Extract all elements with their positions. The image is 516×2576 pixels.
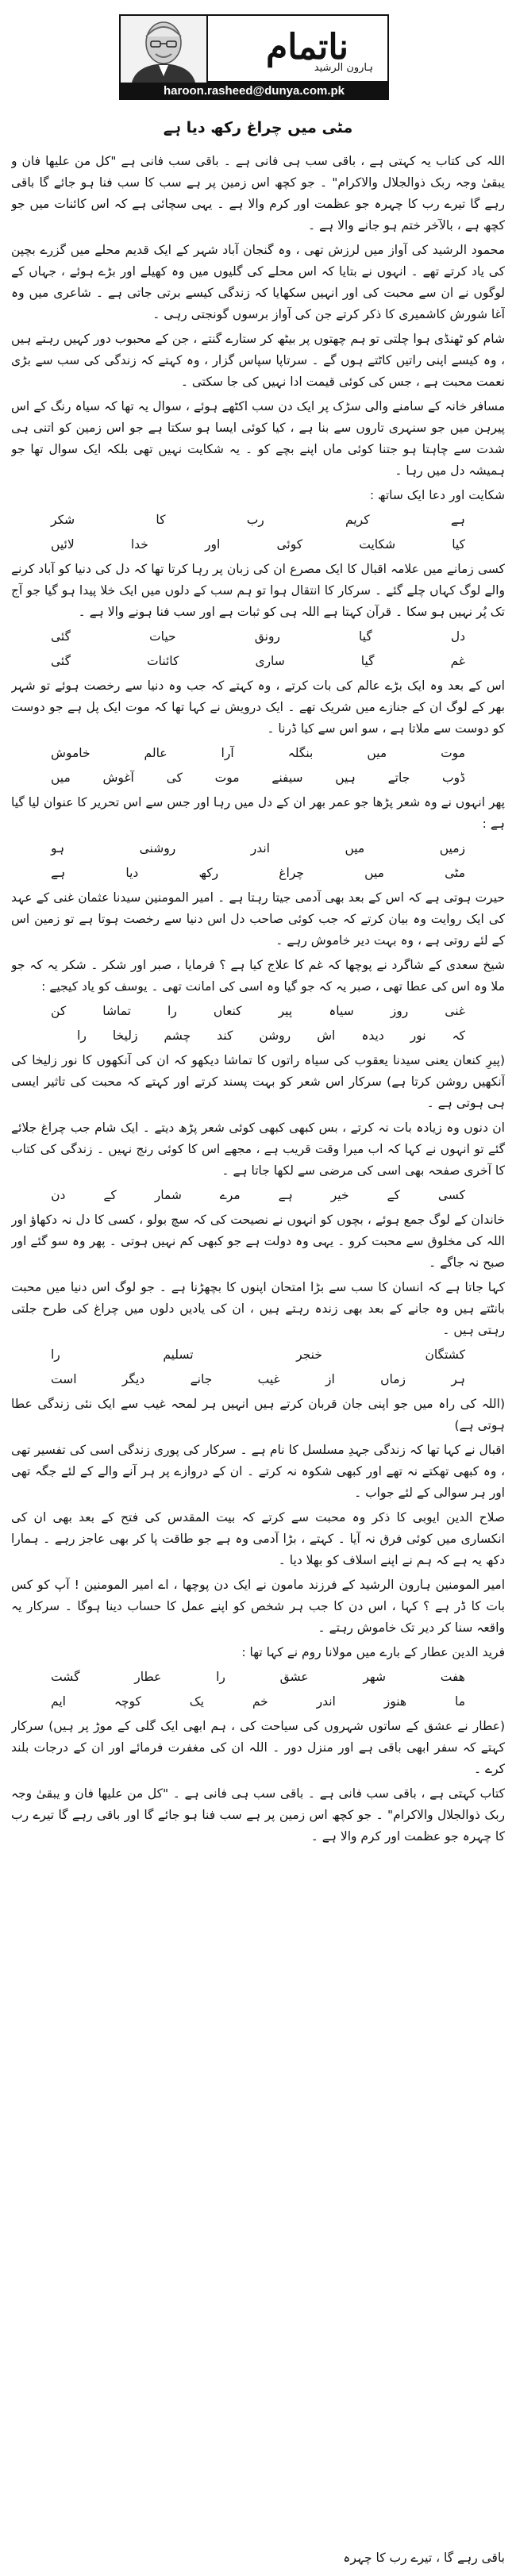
verse-word: گشت <box>51 1670 80 1684</box>
verse-word: مرے <box>219 1188 241 1202</box>
verse-line <box>11 534 505 556</box>
verse-word: یک <box>189 1694 204 1709</box>
verse-word: خدا <box>130 537 148 552</box>
verse-word: هفت <box>440 1670 465 1684</box>
verse-word: عشق <box>279 1670 309 1684</box>
verse-word: ایم <box>51 1694 66 1709</box>
paragraph: شکایت اور دعا ایک ساتھ : <box>369 488 505 502</box>
verse-word: شکر <box>51 513 75 527</box>
paragraph: صلاح الدین ایوبی کا ذکر وہ محبت سے کرتے کہ بیت المقدس کی فتح کے بعد بھی ان کی انکساری میں کوئی فرق نہ آیا ۔ کہتے ، بڑا آدمی وہ ہے جو طاقت پا کر بھی عاجز رہے ۔ ہمارا دکھ یہ ہے کہ ہم نے اپنے اسلاف کو بھلا دیا ۔ <box>11 1510 505 1567</box>
verse-line <box>11 1369 505 1390</box>
verse-word: پیر <box>278 1004 293 1018</box>
verse-line <box>11 651 505 672</box>
author-name: ہارون الرشید <box>314 62 373 74</box>
paragraph: (اللہ کی راہ میں جو اپنی جان قربان کرتے ہیں انہیں ہر لمحہ غیب سے ایک نئی زندگی عطا ہوتی ہے) <box>11 1397 505 1432</box>
verse-word: چشم <box>164 1028 191 1043</box>
verse-word: کا <box>156 513 166 527</box>
paragraph: (عطار نے عشق کے ساتوں شہروں کی سیاحت کی ، ہم ابھی ایک گلی کے موڑ پر ہیں) سرکار کہتے کہ سفر ابھی باقی ہے اور منزل دور ۔ اللہ ان کی مغفرت فرمائے اور ان کے درجات بلند کرے ۔ <box>11 1719 505 1776</box>
masthead-box <box>119 14 389 83</box>
column-masthead <box>119 14 389 102</box>
verse-word: کشتگان <box>425 1348 465 1362</box>
verse-line <box>11 863 505 884</box>
paragraph: مسافر خانہ کے سامنے والی سڑک پر ایک دن سب اکٹھے ہوئے ، سوال یہ تھا کہ سیاہ رنگ کے اس پیرہن میں جو سنہری تاروں سے بنا ہے ، کیا کوئی ایسا ہو سکتا ہے جو اس زمین کو اتنی ہی شدت سے چاہتا ہو جتنا کوئی ماں اپنے بچے کو ۔ یہ شکایت نہیں تھی بلکہ ایک سوال تھا جو ہمیشہ دل میں رہا ۔ <box>11 399 505 478</box>
verse-word: هنوز <box>383 1694 407 1709</box>
verse-word: را <box>168 1004 177 1018</box>
verse-word: کائنات <box>147 654 179 668</box>
verse-line <box>11 1001 505 1022</box>
verse-word: روشنی <box>139 841 176 855</box>
verse-word: سیاہ <box>329 1004 354 1018</box>
verse-word: کن <box>51 1004 67 1018</box>
paragraph: فرید الدین عطار کے بارے میں مولانا روم نے کہا تھا : <box>241 1645 505 1659</box>
closing-line: باقی رہے گا ، تیرے رب کا چہرہ <box>343 2551 505 2565</box>
paragraph: شیخ سعدی کے شاگرد نے پوچھا کہ غم کا علاج کیا ہے ؟ فرمایا ، صبر اور شکر ۔ شکر یہ کہ جو ملا وہ اس کی عطا تھی ، صبر یہ کہ جو گیا وہ اسی کی امانت تھی ۔ یوسف کو یاد کیجیے : <box>11 958 505 994</box>
verse-line <box>11 1185 505 1206</box>
verse-word: ہے <box>51 866 66 880</box>
verse-word: زلیخا <box>112 1028 138 1043</box>
verse-word: غیب <box>257 1372 280 1386</box>
verse-word: کوئی <box>276 537 303 552</box>
verse-word: تماشا <box>102 1004 131 1018</box>
verse-word: اندر <box>316 1694 336 1709</box>
verse-word: ہے <box>278 1188 293 1202</box>
verse-line <box>11 509 505 531</box>
verse-word: کی <box>166 771 183 785</box>
verse-word: روشن <box>259 1028 291 1043</box>
verse-word: میں <box>364 866 384 880</box>
verse-word: موت <box>441 746 465 760</box>
verse-word: دیگر <box>121 1372 145 1386</box>
verse-word: نور <box>410 1028 426 1043</box>
verse-word: دن <box>51 1188 66 1202</box>
verse-word: آرا <box>221 746 234 760</box>
verse-word: بنگلہ <box>287 746 314 760</box>
verse-word: را <box>77 1028 87 1043</box>
verse-word: رکھ <box>198 866 219 880</box>
verse-word: لائیں <box>51 537 75 552</box>
verse-line <box>11 1667 505 1688</box>
verse-word: اش <box>317 1028 336 1043</box>
verse-word: خیر <box>330 1188 349 1202</box>
verse-word: خاموش <box>51 746 90 760</box>
verse-word: مٹی <box>445 866 465 880</box>
author-email[interactable]: haroon.rasheed@dunya.com.pk <box>119 83 389 100</box>
verse-word: ما <box>454 1694 465 1709</box>
verse-word: کہ <box>452 1028 465 1043</box>
verse-word: اور <box>205 537 221 552</box>
verse-word: سیفنے <box>271 771 303 785</box>
verse-word: را <box>51 1348 60 1362</box>
verse-word: میں <box>367 746 387 760</box>
paragraph: کتاب کہتی ہے ، باقی سب فانی ہے ۔ باقی سب ہی فانی ہے ۔ "کل من علیھا فان و یبقیٰ وجہ ربک ذوالجلال والاکرام" ۔ جو کچھ اس زمین پر ہے سب فنا ہو جائے گا اور باقی رہے گا تیرے رب کا چہرہ جو عظمت اور کرم والا ہے ۔ <box>11 1786 505 1844</box>
verse-line <box>11 743 505 764</box>
verse-word: شمار <box>154 1188 182 1202</box>
verse-word: کنعاں <box>213 1004 242 1018</box>
verse-word: غنی <box>445 1004 465 1018</box>
verse-word: اندر <box>250 841 270 855</box>
verse-word: میں <box>51 771 71 785</box>
verse-word: دیا <box>125 866 139 880</box>
verse-word: کے <box>103 1188 117 1202</box>
verse-word: میں <box>345 841 365 855</box>
paragraph: پھر انہوں نے وہ شعر پڑھا جو عمر بھر ان کے دل میں رہا اور جس سے اس تحریر کا عنوان لیا گیا ہے : <box>11 795 505 831</box>
author-portrait-icon <box>121 16 206 83</box>
verse-word: رونق <box>254 629 280 644</box>
verse-word: روز <box>390 1004 409 1018</box>
verse-word: غم <box>450 654 465 668</box>
article-body <box>11 151 505 2547</box>
verse-word: دل <box>450 629 465 644</box>
paragraph: (پیرِ کنعان یعنی سیدنا یعقوب کی سیاہ راتوں کا تماشا دیکھو کہ ان کی آنکھوں کا نور زلیخا کی آنکھیں روشن کرتا ہے) سرکار اس شعر کو بہت پسند کرتے اور کہتے کہ محبت کی تاثیر ایسی ہی ہوتی ہے ۔ <box>11 1053 505 1110</box>
verse-word: شهر <box>363 1670 387 1684</box>
verse-word: تسلیم <box>163 1348 194 1362</box>
verse-word: رب <box>246 513 264 527</box>
paragraph: اقبال نے کہا تھا کہ زندگی جہدِ مسلسل کا نام ہے ۔ سرکار کی پوری زندگی اسی کی تفسیر تھی ، وہ کبھی تھکتے نہ تھے اور کبھی شکوہ نہ کرتے ۔ ان کے دروازے پر ہر آنے والے کے لئے جگہ تھی اور ہر سوالی کے لئے جواب ۔ <box>11 1443 505 1500</box>
verse-word: چراغ <box>279 866 304 880</box>
verse-word: ساری <box>255 654 285 668</box>
verse-word: کے <box>387 1188 400 1202</box>
verse-line <box>11 626 505 648</box>
verse-word: گئی <box>51 654 71 668</box>
verse-word: را <box>216 1670 225 1684</box>
verse-word: ہو <box>51 841 65 855</box>
verse-word: ہر <box>451 1372 465 1386</box>
verse-word: گیا <box>358 629 372 644</box>
verse-word: موت <box>214 771 240 785</box>
verse-word: از <box>325 1372 335 1386</box>
verse-word: کوچہ <box>114 1694 141 1709</box>
verse-line <box>11 1691 505 1713</box>
author-photo <box>121 16 208 84</box>
paragraph: اس کے بعد وہ ایک بڑے عالم کی بات کرتے ، وہ کہتے کہ جب وہ دنیا سے رخصت ہوئے تو شہر بھر کے لوگ ان کے جنازے میں شریک تھے ۔ ایک درویش نے کہا تھا کہ موت ایک پل ہے جو دوست کو دوست سے ملاتا ہے ، سو اس سے کیا ڈرنا ۔ <box>11 679 505 736</box>
verse-word: است <box>51 1372 77 1386</box>
paragraph: حیرت ہوتی ہے کہ اس کے بعد بھی آدمی جیتا رہتا ہے ۔ امیر المومنین سیدنا عثمان غنی کے عہد کی ایک روایت وہ بیان کرتے کہ جب کوئی صاحب دل اس دنیا سے رخصت ہوتا ہے تو زمین اس کے لئے روتی ہے ، وہ بہت دیر خاموش رہے ۔ <box>11 890 505 948</box>
verse-word: دیدہ <box>361 1028 384 1043</box>
verse-word: آغوش <box>102 771 134 785</box>
column-title: ناتمام <box>266 27 348 67</box>
verse-word: شکایت <box>359 537 396 552</box>
verse-word: زمیں <box>439 841 465 855</box>
paragraph: کہا جاتا ہے کہ انسان کا سب سے بڑا امتحان اپنوں کا بچھڑنا ہے ۔ جو لوگ اس دنیا میں محبت بانٹتے ہیں وہ جانے کے بعد بھی زندہ رہتے ہیں ، ان کی یادیں دلوں میں چراغ کی طرح جلتی رہتی ہیں ۔ <box>11 1280 505 1337</box>
article-headline: مٹی میں چراغ رکھ دیا ہے <box>163 119 353 136</box>
verse-word: گیا <box>360 654 375 668</box>
paragraph: ان دنوں وہ زیادہ بات نہ کرتے ، بس کبھی کبھی کوئی شعر پڑھ دیتے ۔ ایک شام جب چراغ جلائے گئے تو انہوں نے کہا کہ اب میرا وقت قریب ہے ، مجھے اس کا کوئی رنج نہیں ۔ زندگی کی کتاب کا آخری صفحہ بھی اسی کی مرضی سے لکھا جاتا ہے ۔ <box>11 1121 505 1178</box>
verse-word: کریم <box>345 513 370 527</box>
verse-word: کسی <box>437 1188 465 1202</box>
verse-word: زماں <box>380 1372 406 1386</box>
verse-word: ہے <box>450 513 465 527</box>
verse-line <box>11 767 505 789</box>
verse-line <box>11 1025 505 1047</box>
paragraph: محمود الرشید کی آواز میں لرزش تھی ، وہ گنجان آباد شہر کے ایک قدیم محلے میں گزرے بچپن کی یاد کرتے تھے ۔ انہوں نے بتایا کہ اس محلے کی گلیوں میں وہ کھیلے اور بڑے ہوئے ، جہاں کے لوگوں نے ان سے محبت کی اور انہیں سکھایا کہ زندگی کیسے برتی جاتی ہے ۔ شاعری میں وہ آغا شورش کاشمیری کا ذکر کرتے جن کی آواز برسوں گونجتی رہی ۔ <box>11 243 505 321</box>
verse-word: ہیں <box>335 771 356 785</box>
verse-line <box>11 838 505 859</box>
paragraph: اللہ کی کتاب یہ کہتی ہے ، باقی سب ہی فانی ہے ۔ باقی سب فانی ہے "کل من علیھا فان و یبقیٰ وجہ ربک ذوالجلال والاکرام" ۔ جو کچھ اس زمین پر ہے سب کا سب فنا ہو جائے گا باقی رہے گا تیرے رب کا چہرہ جو عظمت اور کرم والا ہے ۔ یہی سچائی ہے کہ اس کائنات میں جو کچھ ہے ، بالآخر ختم ہو جانے والا ہے ۔ <box>11 154 505 233</box>
verse-word: جانے <box>190 1372 213 1386</box>
verse-word: عطار <box>134 1670 162 1684</box>
verse-word: عالم <box>144 746 168 760</box>
verse-word: ڈوب <box>442 771 465 785</box>
verse-word: حیات <box>149 629 176 644</box>
verse-word: جاتے <box>387 771 410 785</box>
verse-word: کند <box>217 1028 233 1043</box>
verse-word: خم <box>252 1694 268 1709</box>
verse-word: گئی <box>51 629 71 644</box>
paragraph: خاندان کے لوگ جمع ہوئے ، بچوں کو انہوں نے نصیحت کی کہ سچ بولو ، کسی کا دل نہ دکھاؤ اور اللہ کی مخلوق سے محبت کرو ۔ یہی وہ دولت ہے جو کبھی کم نہیں ہوتی ۔ پھر وہ سو گئے اور صبح نہ جاگے ۔ <box>11 1213 505 1270</box>
verse-word: کیا <box>452 537 465 552</box>
verse-word: خنجر <box>296 1348 322 1362</box>
paragraph: کسی زمانے میں علامہ اقبال کا ایک مصرع ان کی زبان پر رہا کرتا تھا کہ دل کی دنیا کو آباد کرنے والے لوگ کہاں چلے گئے ۔ سرکار کا انتقال ہوا تو ہم سب کے دلوں میں ایک خلا پیدا ہو گیا جو آج تک پُر نہیں ہو سکا ۔ قرآن کہتا ہے اللہ ہی کو ثبات ہے اور سب فنا ہونے والا ہے ۔ <box>11 562 505 619</box>
paragraph: شام کو ٹھنڈی ہوا چلتی تو ہم چھتوں پر بیٹھ کر ستارے گنتے ، جن کے محبوب دور کہیں رہتے ہیں ، وہ کیسے اپنی راتیں کاٹتے ہوں گے ۔ سرتاپا سپاس گزار ، وہ کہتے کہ زندگی کی سب سے بڑی نعمت محبت ہے ، جس کی کوئی قیمت ادا نہیں کی جا سکتی ۔ <box>11 332 505 389</box>
paragraph: امیر المومنین ہارون الرشید کے فرزند مامون نے ایک دن پوچھا ، اے امیر المومنین ! آپ کو کس بات کا ڈر ہے ؟ کہا ، اس دن کا جب ہر شخص کو اپنے عمل کا حساب دینا ہوگا ۔ سرکار یہ واقعہ سنا کر دیر تک خاموش رہتے ۔ <box>11 1578 505 1635</box>
verse-line <box>11 1344 505 1366</box>
